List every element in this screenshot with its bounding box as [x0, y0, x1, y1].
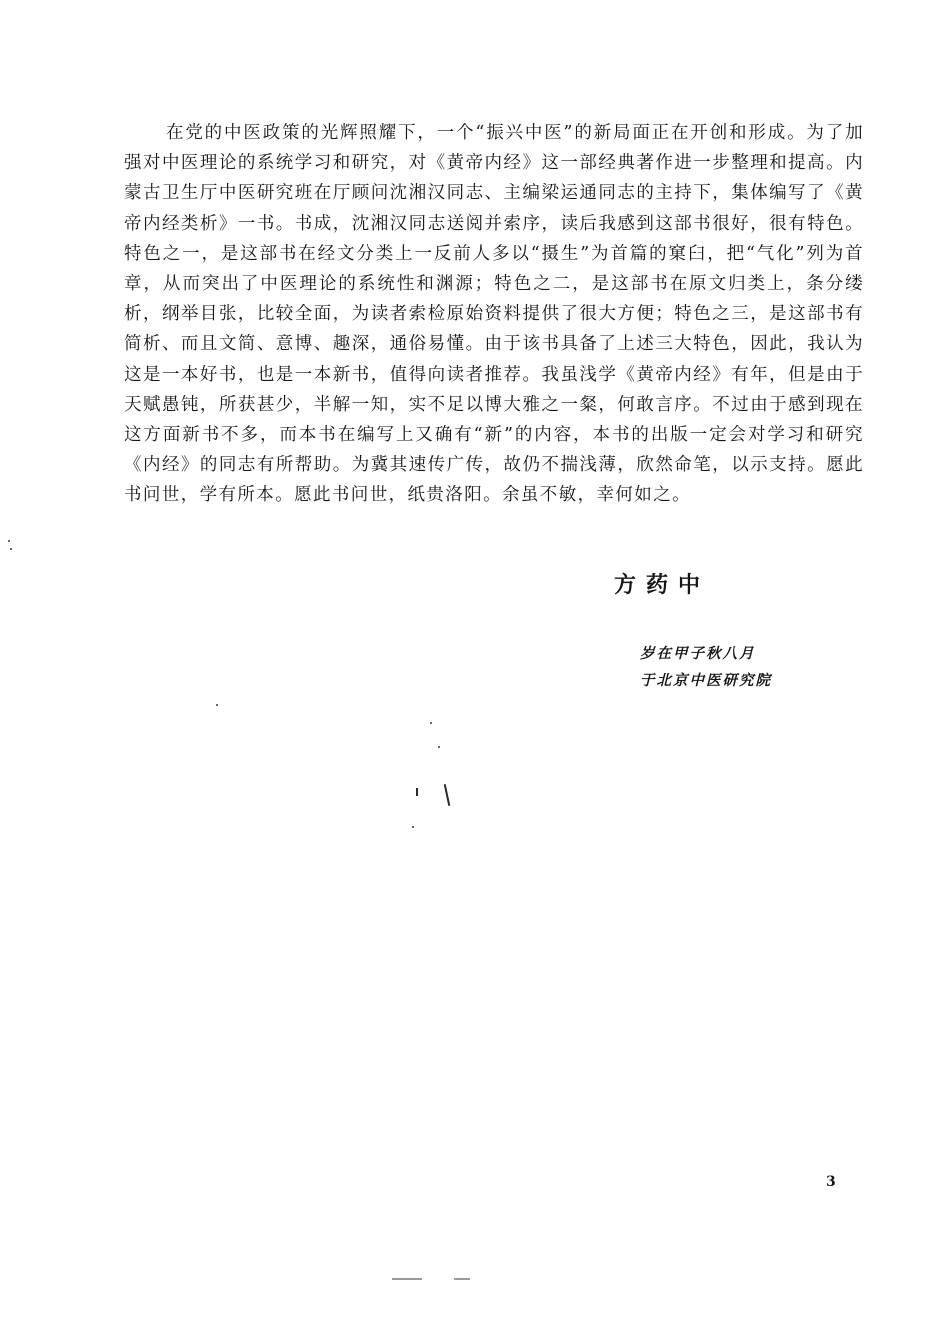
scan-speck	[10, 548, 12, 550]
scan-speck	[412, 826, 414, 828]
dateline	[640, 640, 772, 694]
date-line: 岁在甲子秋八月	[640, 645, 756, 662]
scan-mark	[454, 1278, 470, 1280]
scan-mark	[416, 788, 418, 796]
scan-speck	[438, 746, 440, 748]
scan-speck	[430, 722, 432, 724]
page-number: 3	[826, 1174, 836, 1190]
scan-speck	[216, 704, 218, 706]
scan-speck	[8, 540, 10, 542]
scan-mark	[444, 784, 451, 806]
preface-body: 在党的中医政策的光辉照耀下，一个“振兴中医”的新局面正在开创和形成。为了加强对中医理论的系统学习和研究，对《黄帝内经》这一部经典著作进一步整理和提高。内蒙古卫生厅中医研究班在厅顾问沈湘汉同志、主编梁运通同志的主持下，集体编写了《黄帝内经类析》一书。书成，沈湘汉同志送阅并索序，读后我感到这部书很好，很有特色。特色之一，是这部书在经文分类上一反前人多以“摄生”为首篇的窠臼，把“气化”列为首章，从而突出了中医理论的系统性和渊源；特色之二，是这部书在原文归类上，条分缕析，纲举目张，比较全面，为读者索检原始资料提供了很大方便；特色之三，是这部书有简析、而且文简、意博、趣深，通俗易懂。由于该书具备了上述三大特色，因此，我认为这是一本好书，也是一本新书，值得向读者推荐。我虽浅学《黄帝内经》有年，但是由于天赋愚钝，所获甚少，半解一知，实不足以博大雅之一粲，何敢言序。不过由于感到现在这方面新书不多，而本书在编写上又确有“新”的内容，本书的出版一定会对学习和研究《内经》的同志有所帮助。为冀其速传广传，故仍不揣浅薄，欣然命笔，以示支持。愿此书问世，学有所本。愿此书问世，纸贵洛阳。余虽不敏，幸何如之。	[124, 123, 864, 506]
scan-mark	[392, 1278, 422, 1280]
place-line: 于北京中医研究院	[640, 672, 772, 689]
author-signature: 方药中	[614, 572, 711, 598]
